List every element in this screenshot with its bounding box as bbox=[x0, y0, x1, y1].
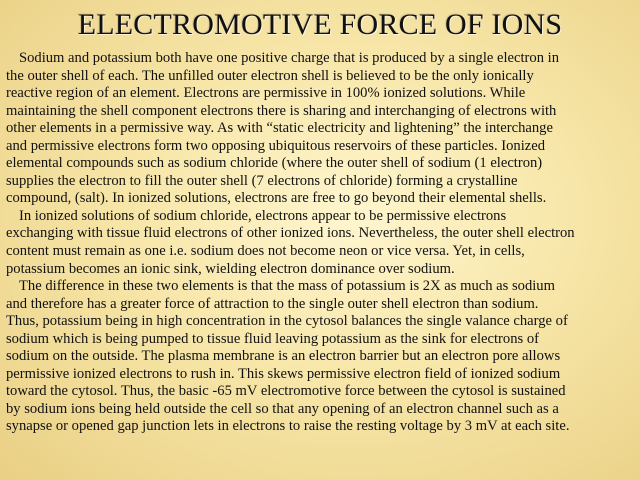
text-line: reactive region of an element. Electrons are permissive in 100% ionized solutions. While bbox=[6, 85, 526, 102]
paragraph-1 bbox=[6, 50, 636, 208]
paragraph-2 bbox=[6, 208, 636, 278]
text-line: toward the cytosol. Thus, the basic -65 mV electromotive force between the cytosol is sustained bbox=[6, 383, 566, 400]
text-line: exchanging with tissue fluid electrons of other ionized ions. Nevertheless, the outer shell electron bbox=[6, 225, 575, 242]
text-line: by sodium ions being held outside the cell so that any opening of an electron channel such as a bbox=[6, 400, 559, 417]
text-line: In ionized solutions of sodium chloride, electrons appear to be permissive electrons bbox=[19, 207, 507, 224]
text-line: permissive ionized electrons to rush in. This skews permissive electron field of ionized sodium bbox=[6, 365, 561, 382]
text-line: The difference in these two elements is that the mass of potassium is 2X as much as sodium bbox=[19, 278, 555, 295]
text-line: and therefore has a greater force of attraction to the single outer shell electron than sodium. bbox=[6, 295, 539, 312]
text-line: other elements in a permissive way. As with “static electricity and lightening” the interchange bbox=[6, 120, 553, 137]
text-line: and permissive electrons form two opposing ubiquitous reservoirs of these particles. Ionized bbox=[6, 137, 546, 154]
text-line: Thus, potassium being in high concentration in the cytosol balances the single valance charge of bbox=[6, 313, 568, 330]
text-line: synapse or opened gap junction lets in electrons to raise the resting voltage by 3 mV at each site. bbox=[6, 418, 570, 435]
text-line: compound, (salt). In ionized solutions, electrons are free to go beyond their elemental shells. bbox=[6, 190, 547, 207]
text-line: elemental compounds such as sodium chloride (where the outer shell of sodium (1 electron) bbox=[6, 155, 543, 172]
text-line: potassium becomes an ionic sink, wielding electron dominance over sodium. bbox=[6, 260, 455, 277]
text-line: Sodium and potassium both have one positive charge that is produced by a single electron in bbox=[19, 50, 559, 66]
text-line: supplies the electron to fill the outer shell (7 electrons of chloride) forming a crystalline bbox=[6, 172, 518, 189]
paragraph-3 bbox=[6, 278, 636, 436]
text-line: sodium which is being pumped to tissue fluid leaving potassium as the sink for electrons of bbox=[6, 330, 539, 347]
slide-title: ELECTROMOTIVE FORCE OF IONS bbox=[77, 8, 563, 41]
text-line: content must remain as one i.e. sodium does not become neon or vice versa. Yet, in cells, bbox=[6, 243, 525, 260]
slide-body bbox=[6, 50, 636, 436]
text-line: maintaining the shell component electrons there is sharing and interchanging of electrons with bbox=[6, 102, 557, 119]
text-line: the outer shell of each. The unfilled outer electron shell is believed to be the only ionically bbox=[6, 67, 534, 84]
text-line: sodium on the outside. The plasma membrane is an electron barrier but an electron pore allows bbox=[6, 348, 561, 365]
